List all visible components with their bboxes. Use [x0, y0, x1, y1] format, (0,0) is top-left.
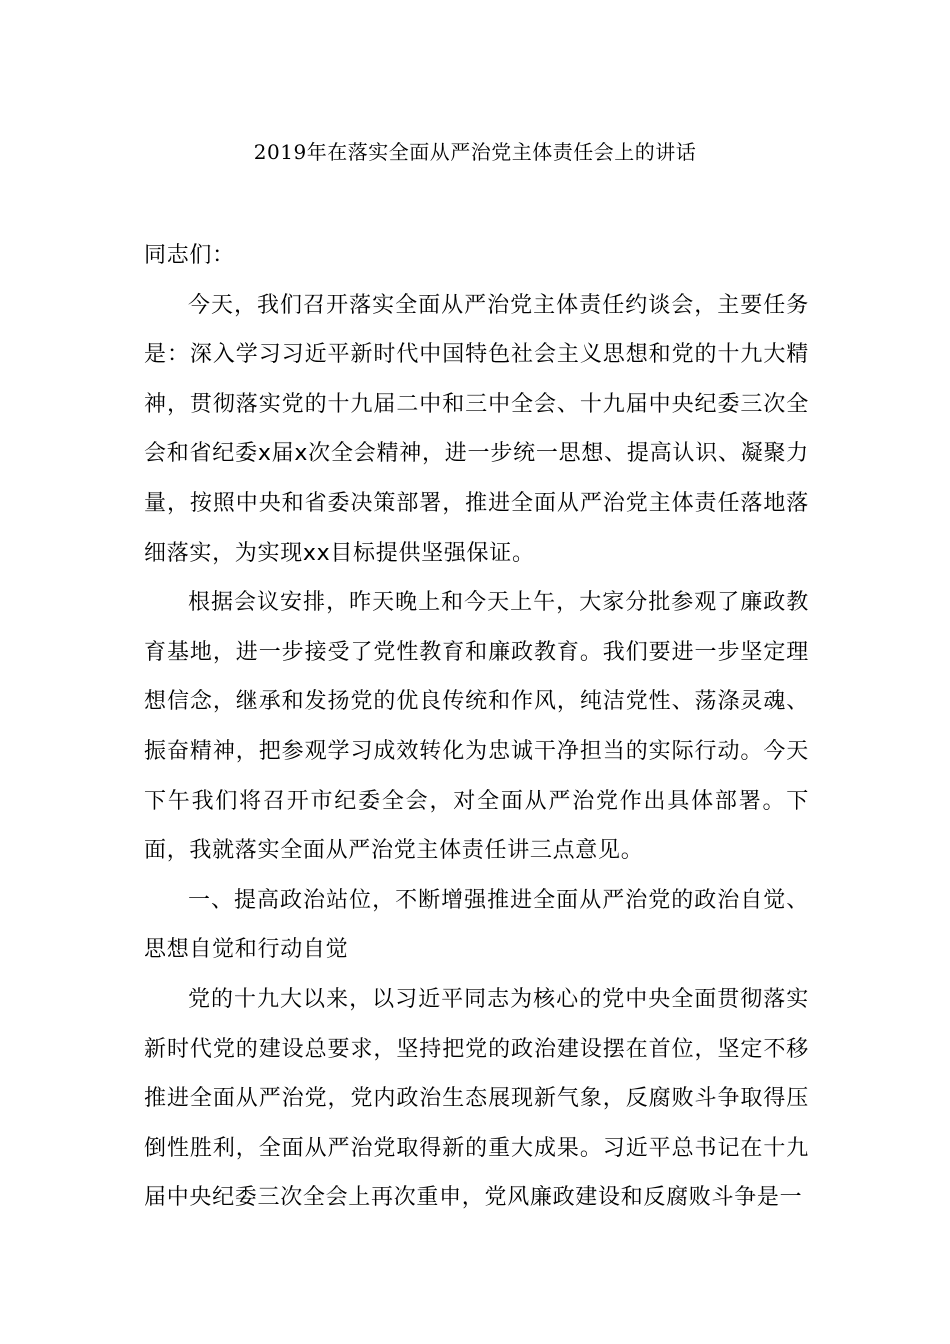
document-title: 2019年在落实全面从严治党主体责任会上的讲话	[253, 140, 697, 164]
document-body	[144, 231, 809, 1223]
paragraph-intro: 今天，我们召开落实全面从严治党主体责任约谈会，主要任务是：深入学习习近平新时代中国特色社会主义思想和党的十九大精神，贯彻落实党的十九届二中和三中全会、十九届中央纪委三次全会和省纪委x届x次全会精神，进一步统一思想、提高认识、凝聚力量，按照中央和省委决策部署，推进全面从严治党主体责任落地落细落实，为实现xx目标提供坚强保证。	[144, 292, 809, 566]
paragraph-section-1: 党的十九大以来，以习近平同志为核心的党中央全面贯彻落实新时代党的建设总要求，坚持把党的政治建设摆在首位，坚定不移推进全面从严治党，党内政治生态展现新气象，反腐败斗争取得压倒性胜利，全面从严治党取得新的重大成果。习近平总书记在十九届中央纪委三次全会上再次重申，党风廉政建设和反腐败斗争是一	[144, 986, 809, 1211]
section-heading-1: 一、提高政治站位，不断增强推进全面从严治党的政治自觉、思想自觉和行动自觉	[144, 887, 809, 963]
salutation: 同志们：	[144, 243, 235, 268]
paragraph-arrangement: 根据会议安排，昨天晚上和今天上午，大家分批参观了廉政教育基地，进一步接受了党性教育和廉政教育。我们要进一步坚定理想信念，继承和发扬党的优良传统和作风，纯洁党性、荡涤灵魂、振奋精神，把参观学习成效转化为忠诚干净担当的实际行动。今天下午我们将召开市纪委全会，对全面从严治党作出具体部署。下面，我就落实全面从严治党主体责任讲三点意见。	[144, 590, 809, 864]
